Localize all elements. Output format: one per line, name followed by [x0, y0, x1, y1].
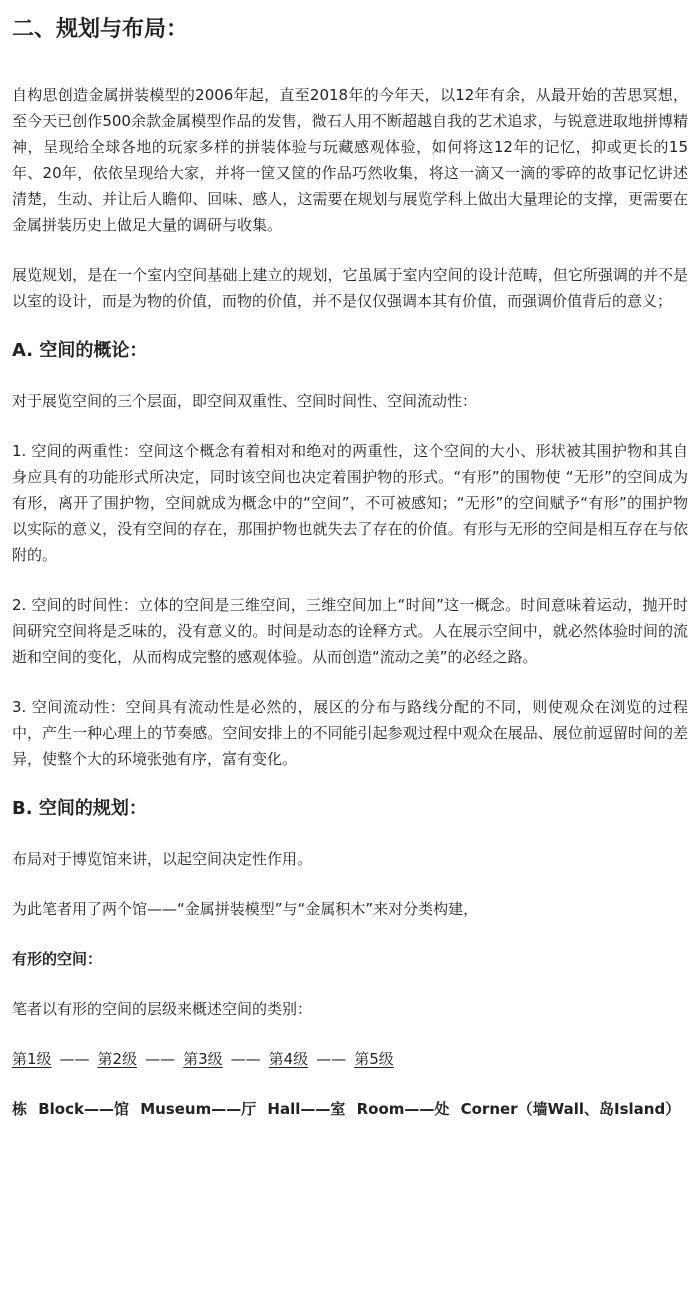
spacer: [12, 1072, 688, 1096]
level-separator: ——: [230, 1050, 261, 1068]
spacer: [12, 772, 688, 794]
intro-paragraph: 自构思创造金属拼装模型的2006年起，直至2018年的今年天，以12年有余，从最开始的苦思冥想，至今天已创作500余款金属模型作品的发售，微石人用不断超越自我的艺术追求，与锐意进取地拼博精神，呈现给全球各地的玩家多样的拼装体验与玩藏感观体验，如何将这12年的记忆，抑或更长的15年、20年，依依呈现给大家，并将一筐又筐的作品巧然收集，将这一滴又一滴的零碎的故事记忆讲述清楚，生动、并让后人瞻仰、回味、感人，这需要在规划与展览学科上做出大量理论的支撑，更需要在金属拼装历史上做足大量的调研与收集。: [12, 86, 688, 234]
level-separator: ——: [316, 1050, 347, 1068]
planning-paragraph: 展览规划，是在一个室内空间基础上建立的规划，它虽属于室内空间的设计范畴，但它所强调的并不是以室的设计，而是为物的价值，而物的价值，并不是仅仅强调本其有价值，而强调价值背后的意义；: [12, 266, 688, 310]
level-5-label: 第5级: [354, 1050, 394, 1068]
level-separator: ——: [59, 1050, 90, 1068]
spacer: [12, 60, 688, 82]
spacer: [12, 922, 688, 946]
spacer: [12, 1022, 688, 1046]
point-duality: 1. 空间的两重性：空间这个概念有着相对和绝对的两重性，这个空间的大小、形状被其围护物和其自身应具有的功能形式所决定，同时该空间也决定着围护物的形式。“有形”的围物使 “无形”的空间成为有形，离开了围护物，空间就成为概念中的“空间”，不可被感知；“无形”的空间赋予“有形”的围护物以实际的意义，没有空间的存在，那围护物也就失去了存在的价值。有形与无形的空间是相互存在与依附的。: [12, 442, 688, 564]
level-separator: ——: [145, 1050, 176, 1068]
spacer: [12, 414, 688, 438]
tangible-space-subheading: 有形的空间：: [12, 950, 103, 968]
main-heading: 二、规划与布局：: [12, 17, 189, 42]
level-2-label: 第2级: [97, 1050, 138, 1068]
section-a-heading: A. 空间的概论：: [12, 340, 148, 361]
level-4-label: 第4级: [268, 1050, 309, 1068]
level-sequence: [12, 1046, 688, 1072]
spacer: [12, 314, 688, 336]
level-3-label: 第3级: [183, 1050, 223, 1068]
spacer: [12, 824, 688, 846]
spacer: [12, 670, 688, 694]
section-b-line2: 为此笔者用了两个馆——“金属拼装模型”与“金属积木”来对分类构建，: [12, 900, 479, 918]
section-b-heading: B. 空间的规划：: [12, 798, 147, 819]
spacer: [12, 238, 688, 262]
section-b-line3: 笔者以有形的空间的层级来概述空间的类别：: [12, 1000, 313, 1018]
spacer: [12, 972, 688, 996]
level-1-label: 第1级: [12, 1050, 52, 1068]
spacer: [12, 872, 688, 896]
point-temporality: 2. 空间的时间性：立体的空间是三维空间，三维空间加上“时间”这一概念。时间意味着运动，抛开时间研究空间将是乏味的，没有意义的。时间是动态的诠释方式。人在展示空间中，就必然体验时间的流逝和空间的变化，从而构成完整的感观体验。从而创造“流动之美”的必经之路。: [12, 596, 688, 666]
point-fluidity: 3. 空间流动性：空间具有流动性是必然的，展区的分布与路线分配的不同，则使观众在浏览的过程中，产生一种心理上的节奏感。空间安排上的不同能引起参观过程中观众在展品、展位前逗留时间的差异，使整个大的环境张弛有序，富有变化。: [12, 698, 688, 768]
section-b-line1: 布局对于博览馆来讲，以起空间决定性作用。: [12, 850, 313, 868]
space-taxonomy: 栋 Block——馆 Museum——厅 Hall——室 Room——处 Corner（墙Wall、岛Island）: [12, 1100, 681, 1118]
spacer: [12, 568, 688, 592]
spacer: [12, 366, 688, 388]
section-a-lead: 对于展览空间的三个层面，即空间双重性、空间时间性、空间流动性：: [12, 392, 478, 410]
